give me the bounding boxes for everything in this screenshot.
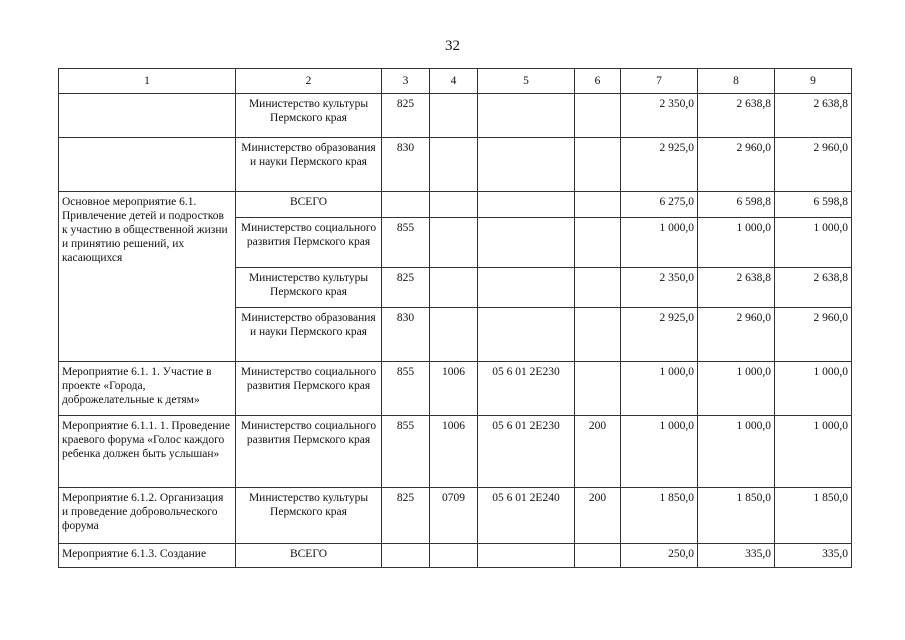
cell-name: Мероприятие 6.1.2. Организация и проведение добровольческого форума bbox=[59, 488, 236, 544]
cell-year-1: 1 000,0 bbox=[621, 362, 698, 416]
table-row bbox=[59, 94, 852, 138]
header-cell: 9 bbox=[775, 69, 852, 94]
cell-year-2: 1 000,0 bbox=[698, 218, 775, 268]
table-row bbox=[59, 416, 852, 488]
cell-rzpr bbox=[430, 138, 478, 192]
cell-year-3: 335,0 bbox=[775, 544, 852, 568]
cell-rzpr bbox=[430, 218, 478, 268]
cell-vr bbox=[575, 192, 621, 218]
cell-csr bbox=[478, 94, 575, 138]
table-row bbox=[59, 138, 852, 192]
cell-year-2: 2 960,0 bbox=[698, 308, 775, 362]
cell-vr bbox=[575, 94, 621, 138]
cell-name bbox=[59, 94, 236, 138]
cell-year-2: 1 000,0 bbox=[698, 362, 775, 416]
cell-csr bbox=[478, 218, 575, 268]
header-cell: 1 bbox=[59, 69, 236, 94]
cell-organization: Министерство социального развития Пермского края bbox=[236, 416, 382, 488]
cell-year-1: 6 275,0 bbox=[621, 192, 698, 218]
header-cell: 4 bbox=[430, 69, 478, 94]
cell-year-3: 6 598,8 bbox=[775, 192, 852, 218]
header-cell: 2 bbox=[236, 69, 382, 94]
cell-year-2: 2 960,0 bbox=[698, 138, 775, 192]
cell-csr: 05 6 01 2Е240 bbox=[478, 488, 575, 544]
cell-year-1: 2 925,0 bbox=[621, 138, 698, 192]
cell-name: Мероприятие 6.1. 1. Участие в проекте «Города, доброжелательные к детям» bbox=[59, 362, 236, 416]
cell-rzpr bbox=[430, 544, 478, 568]
cell-rzpr bbox=[430, 268, 478, 308]
cell-csr bbox=[478, 544, 575, 568]
cell-grbs: 830 bbox=[382, 308, 430, 362]
cell-year-3: 1 000,0 bbox=[775, 416, 852, 488]
cell-csr bbox=[478, 268, 575, 308]
cell-vr bbox=[575, 138, 621, 192]
cell-year-2: 1 850,0 bbox=[698, 488, 775, 544]
table-row bbox=[59, 488, 852, 544]
cell-csr: 05 6 01 2Е230 bbox=[478, 362, 575, 416]
cell-year-2: 335,0 bbox=[698, 544, 775, 568]
cell-year-3: 1 850,0 bbox=[775, 488, 852, 544]
cell-year-2: 2 638,8 bbox=[698, 268, 775, 308]
cell-vr bbox=[575, 362, 621, 416]
cell-grbs: 830 bbox=[382, 138, 430, 192]
cell-year-3: 2 960,0 bbox=[775, 308, 852, 362]
cell-grbs bbox=[382, 192, 430, 218]
cell-organization: Министерство культуры Пермского края bbox=[236, 488, 382, 544]
header-cell: 7 bbox=[621, 69, 698, 94]
cell-year-1: 1 000,0 bbox=[621, 218, 698, 268]
header-cell: 6 bbox=[575, 69, 621, 94]
cell-organization: Министерство социального развития Пермского края bbox=[236, 362, 382, 416]
cell-vr: 200 bbox=[575, 416, 621, 488]
cell-rzpr bbox=[430, 94, 478, 138]
cell-organization: Министерство культуры Пермского края bbox=[236, 94, 382, 138]
cell-organization: ВСЕГО bbox=[236, 544, 382, 568]
table-row bbox=[59, 544, 852, 568]
cell-grbs: 825 bbox=[382, 488, 430, 544]
cell-name bbox=[59, 138, 236, 192]
cell-rzpr bbox=[430, 308, 478, 362]
cell-year-2: 6 598,8 bbox=[698, 192, 775, 218]
cell-grbs: 855 bbox=[382, 416, 430, 488]
cell-csr: 05 6 01 2Е230 bbox=[478, 416, 575, 488]
cell-year-3: 2 638,8 bbox=[775, 94, 852, 138]
cell-year-3: 1 000,0 bbox=[775, 218, 852, 268]
cell-year-3: 1 000,0 bbox=[775, 362, 852, 416]
cell-year-3: 2 638,8 bbox=[775, 268, 852, 308]
header-cell: 8 bbox=[698, 69, 775, 94]
header-cell: 5 bbox=[478, 69, 575, 94]
cell-year-2: 1 000,0 bbox=[698, 416, 775, 488]
cell-rzpr: 1006 bbox=[430, 362, 478, 416]
page-number: 32 bbox=[445, 38, 460, 54]
cell-rzpr bbox=[430, 192, 478, 218]
cell-grbs: 855 bbox=[382, 362, 430, 416]
cell-organization: Министерство образования и науки Пермского края bbox=[236, 138, 382, 192]
cell-rzpr: 0709 bbox=[430, 488, 478, 544]
cell-year-1: 2 350,0 bbox=[621, 94, 698, 138]
cell-year-1: 2 350,0 bbox=[621, 268, 698, 308]
cell-year-1: 1 850,0 bbox=[621, 488, 698, 544]
cell-year-1: 1 000,0 bbox=[621, 416, 698, 488]
cell-name: Мероприятие 6.1.1. 1. Проведение краевого форума «Голос каждого ребенка должен быть услышан» bbox=[59, 416, 236, 488]
header-cell: 3 bbox=[382, 69, 430, 94]
cell-organization: Министерство социального развития Пермского края bbox=[236, 218, 382, 268]
cell-name: Мероприятие 6.1.3. Создание bbox=[59, 544, 236, 568]
cell-name: Основное мероприятие 6.1. Привлечение детей и подростков к участию в общественной жизни и принятию решений, их касающихся bbox=[59, 192, 236, 362]
cell-grbs: 855 bbox=[382, 218, 430, 268]
cell-vr bbox=[575, 268, 621, 308]
cell-vr: 200 bbox=[575, 488, 621, 544]
cell-csr bbox=[478, 308, 575, 362]
cell-csr bbox=[478, 192, 575, 218]
cell-vr bbox=[575, 218, 621, 268]
cell-rzpr: 1006 bbox=[430, 416, 478, 488]
budget-table bbox=[58, 68, 852, 568]
cell-vr bbox=[575, 308, 621, 362]
table-header-row bbox=[59, 69, 852, 94]
cell-grbs: 825 bbox=[382, 268, 430, 308]
cell-csr bbox=[478, 138, 575, 192]
cell-year-1: 250,0 bbox=[621, 544, 698, 568]
cell-organization: Министерство образования и науки Пермского края bbox=[236, 308, 382, 362]
cell-grbs: 825 bbox=[382, 94, 430, 138]
cell-grbs bbox=[382, 544, 430, 568]
table-row bbox=[59, 192, 852, 218]
cell-year-3: 2 960,0 bbox=[775, 138, 852, 192]
cell-year-2: 2 638,8 bbox=[698, 94, 775, 138]
cell-vr bbox=[575, 544, 621, 568]
cell-year-1: 2 925,0 bbox=[621, 308, 698, 362]
cell-organization: ВСЕГО bbox=[236, 192, 382, 218]
table-row bbox=[59, 362, 852, 416]
cell-organization: Министерство культуры Пермского края bbox=[236, 268, 382, 308]
